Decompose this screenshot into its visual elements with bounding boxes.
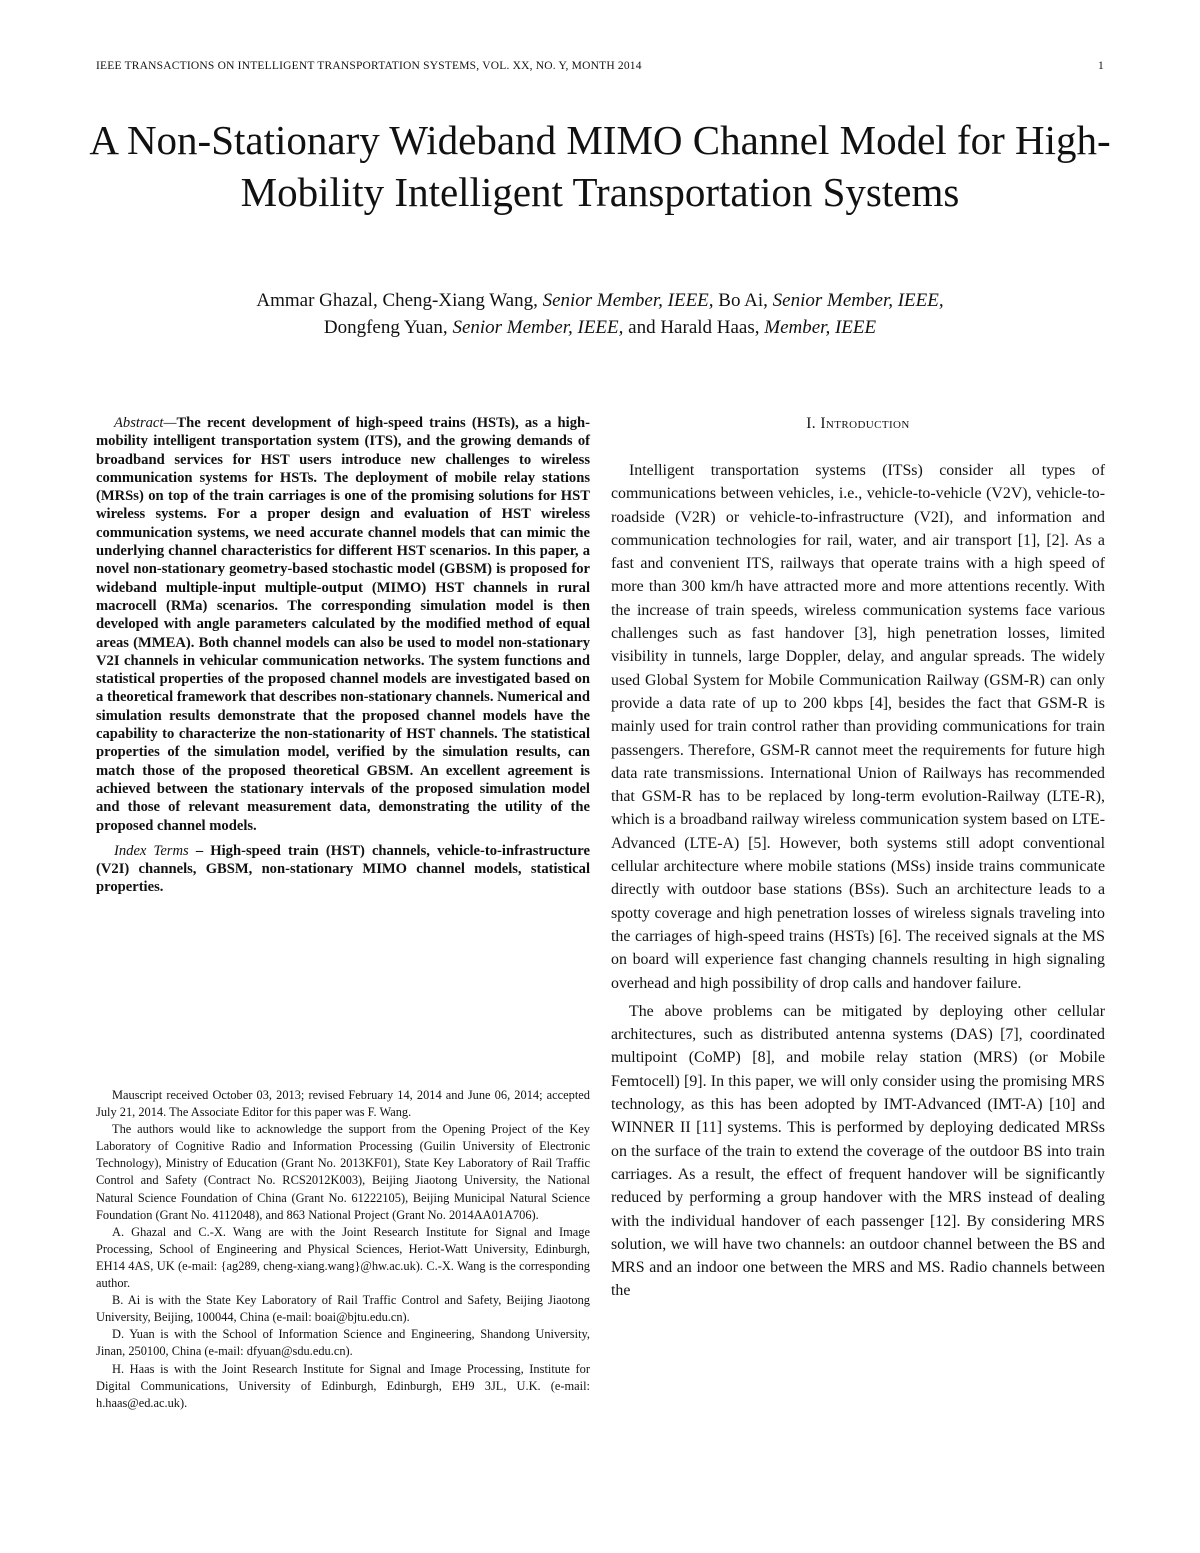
footnote-affiliation-yuan: D. Yuan is with the School of Information Science and Engineering, Shandong University, Jinan, 250100, China (e-mail: dfyuan@sdu.edu.cn). xyxy=(96,1327,590,1359)
right-column xyxy=(611,414,1105,1303)
section-heading: I. Introduction xyxy=(806,415,910,432)
footnote-manuscript: Mauscript received October 03, 2013; revised February 14, 2014 and June 06, 2014; accepted July 21, 2014. The Associate Editor for this paper was F. Wang. xyxy=(96,1088,590,1120)
abstract-lead: Abstract— xyxy=(114,415,177,431)
footnote-affiliation-ghazal-wang: A. Ghazal and C.-X. Wang are with the Joint Research Institute for Signal and Image Processing, School of Engineering and Physical Sciences, Heriot-Watt University, Edinburgh, EH14 4AS, UK (e-mail: {ag289, cheng-xiang.wang}@hw.ac.uk). C.-X. Wang is the corresponding author. xyxy=(96,1224,590,1291)
abstract xyxy=(96,414,590,835)
body-paragraph: Intelligent transportation systems (ITSs) consider all types of communications between vehicles, i.e., vehicle-to-vehicle (V2V), vehicle-to-roadside (V2R) or vehicle-to-infrastructure (V2I), and information and communication technologies for rail, water, and air transport [1], [2]. As a fast and convenient ITS, railways that operate trains with a high speed of more than 300 km/h have attracted more and more attentions recently. With the increase of train speeds, wireless communication systems face various challenges such as fast handover [3], high penetration losses, limited visibility in tunnels, large Doppler, delay, and angular spreads. The widely used Global System for Mobile Communication Railway (GSM-R) can only provide a data rate of up to 200 kbps [4], besides the fact that GSM-R is mainly used for train control rather than providing communications for train passengers. Therefore, GSM-R cannot meet the requirements for future high data rate transmissions. International Union of Railways has recommended that GSM-R has to be replaced by long-term evolution-Railway (LTE-R), which is a broadband railway wireless communication system based on LTE-Advanced (LTE-A) [5]. However, both systems still adopt conventional cellular architecture where mobile stations (MSs) inside trains communicate directly with outdoor base stations (BSs). Such an architecture leads to a spotty coverage and high penetration losses of wireless signals traveling into the carriages of high-speed trains (HSTs) [6]. The received signals at the MS on board will experience fast changing channels resulting in high signaling overhead and high possibility of drop calls and handover failure. xyxy=(611,462,1105,992)
author-role-2: Senior Member, IEEE, xyxy=(772,290,944,311)
paper-title: A Non-Stationary Wideband MIMO Channel Model for High-Mobility Intelligent Transportation Systems xyxy=(89,117,1111,215)
page-number: 1 xyxy=(1098,60,1104,72)
left-column xyxy=(96,414,590,897)
index-terms-text: – High-speed train (HST) channels, vehicle-to-infrastructure (V2I) channels, GBSM, non-stationary MIMO channel models, statistical properties. xyxy=(96,842,590,896)
author-role-4: Member, IEEE xyxy=(764,317,877,338)
journal-name: IEEE TRANSACTIONS ON INTELLIGENT TRANSPORTATION SYSTEMS, VOL. XX, NO. Y, MONTH 2014 xyxy=(96,60,642,72)
author-names-2: Bo Ai, xyxy=(718,290,768,311)
body-paragraph: The above problems can be mitigated by deploying other cellular architectures, such as distributed antenna systems (DAS) [7], coordinated multipoint (CoMP) [8], and mobile relay station (MRS) (or Mobile Femtocell) [9]. In this paper, we will only consider using the promising MRS technology, as this has been adopted by IMT-Advanced (IMT-A) [10] and WINNER II [11] systems. This is performed by deploying dedicated MRSs on the surface of the train to extend the coverage of the outdoor BS into train carriages. As a result, the effect of frequent handover will be significantly reduced by performing a group handover with the MRS instead of dealing with the individual handover of each passenger [12]. By considering MRS solution, we will have two channels: an outdoor channel between the BS and MRS and an indoor one between the MRS and MS. Radio channels between the xyxy=(611,1002,1105,1300)
footnotes xyxy=(96,1087,590,1412)
author-role-3: Senior Member, IEEE, xyxy=(452,317,624,338)
footnote-affiliation-ai: B. Ai is with the State Key Laboratory of Rail Traffic Control and Safety, Beijing Jiaotong University, Beijing, 100044, China (e-mail: boai@bjtu.edu.cn). xyxy=(96,1293,590,1325)
author-role-1: Senior Member, IEEE, xyxy=(542,290,714,311)
author-names-4: and Harald Haas, xyxy=(628,317,760,338)
abstract-text: The recent development of high-speed trains (HSTs), as a high-mobility intelligent transportation system (ITS), and the growing demands of broadband services for HST users introduce new challenges to wireless communication systems for HSTs. The deployment of mobile relay stations (MRSs) on top of the train carriages is one of the promising solutions for HST wireless systems. For a proper design and evaluation of HST wireless communication systems, we need accurate channel models that can mimic the underlying channel characteristics for different HST scenarios. In this paper, a novel non-stationary geometry-based stochastic model (GBSM) is proposed for wideband multiple-input multiple-output (MIMO) HST channels in rural macrocell (RMa) scenarios. The corresponding simulation model is then developed with angle parameters calculated by the modified method of equal areas (MMEA). Both channel models can also be used to model non-stationary V2I channels in vehicular communication networks. The system functions and statistical properties of the proposed channel models are investigated based on a theoretical framework that describes non-stationary channels. Numerical and simulation results demonstrate that the proposed channel models have the capability to characterize the non-stationarity of HST channels. The statistical properties of the simulation model, verified by the simulation results, can match those of the proposed theoretical GBSM. An excellent agreement is achieved between the stationary intervals of the proposed simulation model and those of relevant measurement data, demonstrating the utility of the proposed channel models. xyxy=(96,415,590,834)
author-names-1: Ammar Ghazal, Cheng-Xiang Wang, xyxy=(256,290,538,311)
footnote-affiliation-haas: H. Haas is with the Joint Research Institute for Signal and Image Processing, Institute for Digital Communications, University of Edinburgh, Edinburgh, EH9 3JL, U.K. (e-mail: h.haas@ed.ac.uk). xyxy=(96,1361,590,1410)
author-names-3: Dongfeng Yuan, xyxy=(323,317,448,338)
running-header xyxy=(96,60,1104,78)
author-list xyxy=(60,287,1140,341)
footnote-funding: The authors would like to acknowledge the support from the Opening Project of the Key Laboratory of Cognitive Radio and Information Processing (Guilin University of Electronic Technology), Ministry of Education (Grant No. 2013KF01), State Key Laboratory of Rail Traffic Control and Safety (Contract No. RCS2012K003), Beijing Jiaotong University, the National Natural Science Foundation of China (Grant No. 61222105), Beijing Municipal Natural Science Foundation (Grant No. 4112048), and 863 National Project (Grant No. 2014AA01A706). xyxy=(96,1122,590,1222)
index-terms xyxy=(96,842,590,897)
index-terms-lead: Index Terms xyxy=(114,842,189,859)
